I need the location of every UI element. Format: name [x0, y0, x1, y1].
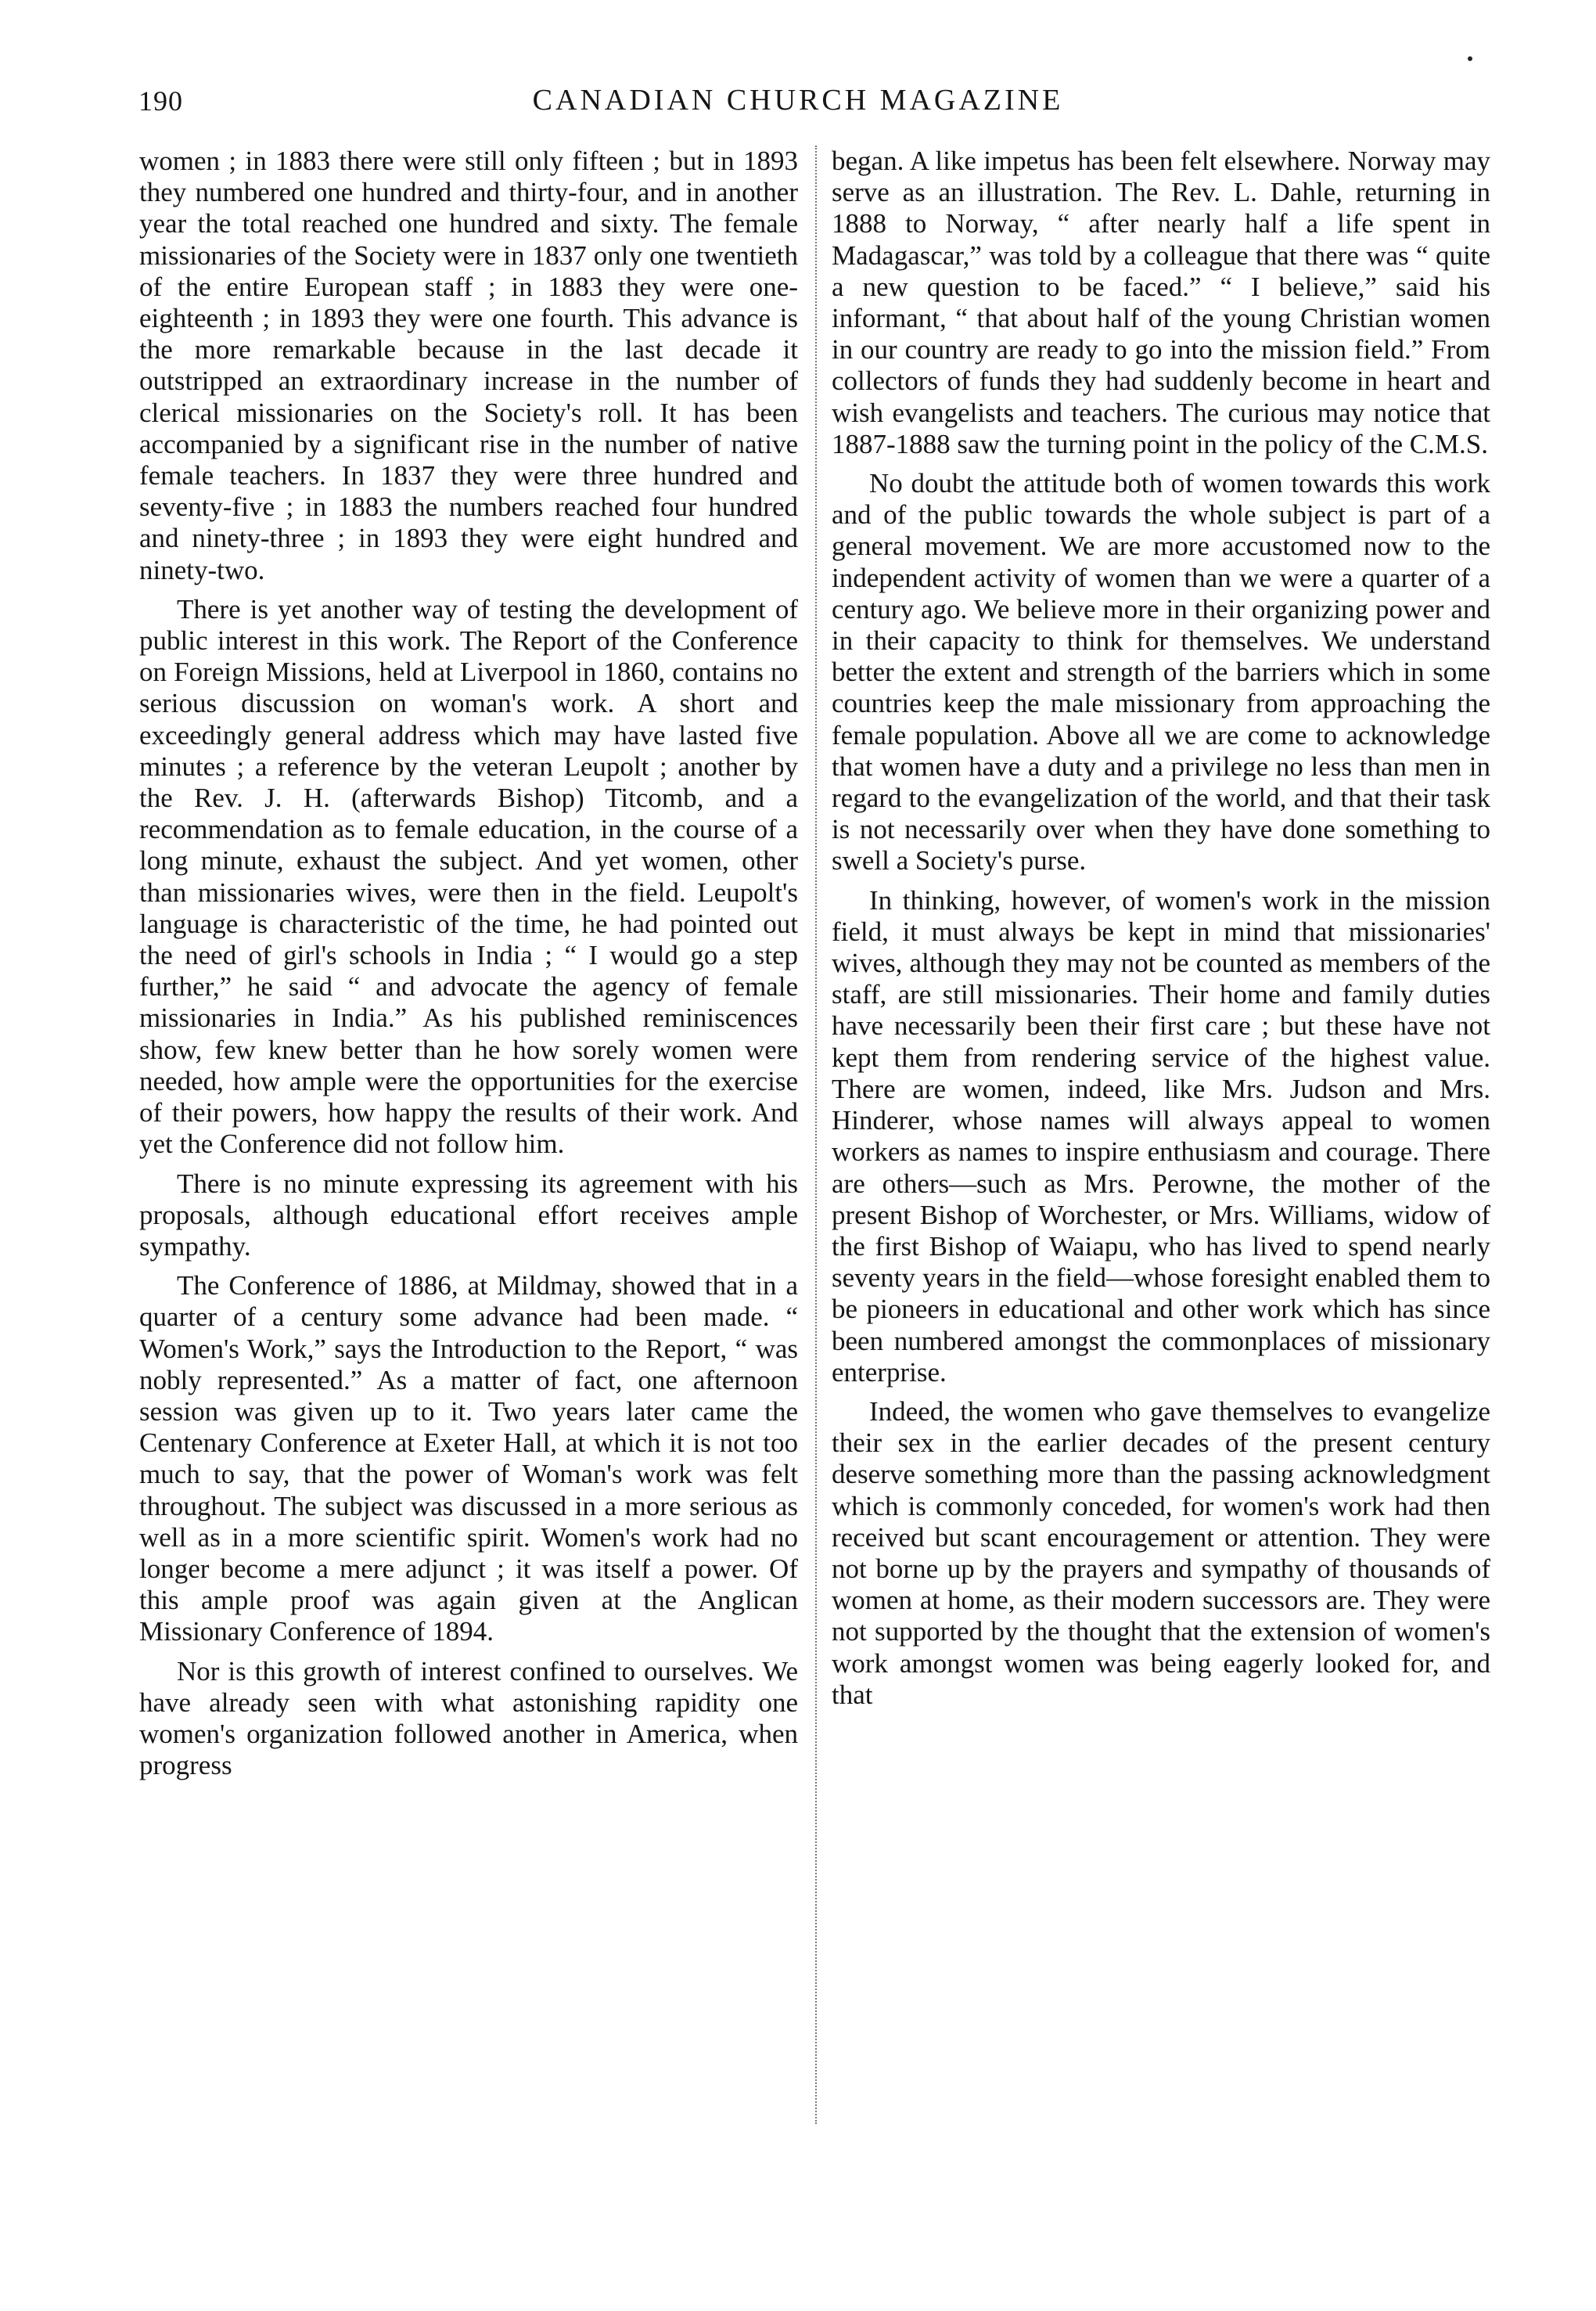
- column-divider: [815, 146, 817, 2124]
- paragraph: Indeed, the women who gave themselves to evangelize their sex in the earlier decades of the present century deserve something more than the passing acknowledgment which is commonly conceded, for women's work had then received but scant encouragement or attention. They were not borne up by the prayers and sympathy of thousands of women at home, as their modern successors are. They were not supported by the thought that the extension of women's work amongst women was being eagerly looked for, and that: [832, 1395, 1490, 1710]
- left-column: [139, 146, 798, 1789]
- paragraph: In thinking, however, of women's work in the mission field, it must always be kept in mind that missionaries' wives, although they may not be counted as members of the staff, are still missionaries. Their home and family duties have necessarily been their first care ; but these have not kept them from rendering service of the highest value. There are women, indeed, like Mrs. Judson and Mrs. Hinderer, whose names will always appeal to women workers as names to inspire enthusiasm and courage. There are others—such as Mrs. Perowne, the mother of the present Bishop of Worchester, or Mrs. Williams, widow of the first Bishop of Waiapu, who has lived to spend nearly seventy years in the field—whose foresight enabled them to be pioneers in educational and other work which has since been numbered amongst the commonplaces of missionary enterprise.: [832, 884, 1490, 1388]
- paragraph: There is no minute expressing its agreement with his proposals, although educational effort receives ample sympathy.: [139, 1168, 798, 1262]
- paragraph: Nor is this growth of interest confined to ourselves. We have already seen with what astonishing rapidity one women's organization followed another in America, when progress: [139, 1655, 798, 1781]
- right-column: [832, 146, 1490, 1719]
- paragraph: No doubt the attitude both of women towards this work and of the public towards the whole subject is part of a general movement. We are more accustomed now to the independent activity of women than we were a quarter of a century ago. We believe more in their organizing power and in their capacity to think for themselves. We understand better the extent and strength of the barriers which in some countries keep the male missionary from approaching the female population. Above all we are come to acknowledge that women have a duty and a privilege no less than men in regard to the evangelization of the world, and that their task is not necessarily over when they have done something to swell a Society's purse.: [832, 468, 1490, 877]
- ink-speck: [1468, 56, 1472, 61]
- running-head: CANADIAN CHURCH MAGAZINE: [532, 84, 1064, 117]
- paragraph: The Conference of 1886, at Mildmay, showed that in a quarter of a century some advance had been made. “ Women's Work,” says the Introduction to the Report, “ was nobly represented.” As a matter of fact, one afternoon session was given up to it. Two years later came the Centenary Conference at Exeter Hall, at which it is not too much to say, that the power of Woman's work was felt throughout. The subject was discussed in a more serious as well as in a more scientific spirit. Women's work had no longer become a mere adjunct ; it was itself a power. Of this ample proof was again given at the Anglican Missionary Conference of 1894.: [139, 1270, 798, 1647]
- paragraph: began. A like impetus has been felt elsewhere. Norway may serve as an illustration. The Rev. L. Dahle, returning in 1888 to Norway, “ after nearly half a life spent in Madagascar,” was told by a colleague that there was “ quite a new question to be faced.” “ I believe,” said his informant, “ that about half of the young Christian women in our country are ready to go into the mission field.” From collectors of funds they had suddenly become in heart and wish evangelists and teachers. The curious may notice that 1887-1888 saw the turning point in the policy of the C.M.S.: [832, 146, 1490, 459]
- page-number: 190: [138, 85, 183, 117]
- paragraph: women ; in 1883 there were still only fifteen ; but in 1893 they numbered one hundred and thirty-four, and in another year the total reached one hundred and sixty. The female missionaries of the Society were in 1837 only one twentieth of the entire European staff ; in 1883 they were one-eighteenth ; in 1893 they were one fourth. This advance is the more remarkable because in the last decade it outstripped an extraordinary increase in the number of clerical missionaries on the Society's roll. It has been accompanied by a significant rise in the number of native female teachers. In 1837 they were three hundred and seventy-five ; in 1883 the numbers reached four hundred and ninety-three ; in 1893 they were eight hundred and ninety-two.: [139, 146, 798, 585]
- paragraph: There is yet another way of testing the development of public interest in this work. The Report of the Conference on Foreign Missions, held at Liverpool in 1860, contains no serious discussion on woman's work. A short and exceedingly general address which may have lasted five minutes ; a reference by the veteran Leupolt ; another by the Rev. J. H. (afterwards Bishop) Titcomb, and a recommendation as to female education, in the course of a long minute, exhaust the subject. And yet women, other than missionaries wives, were then in the field. Leupolt's language is characteristic of the time, he had pointed out the need of girl's schools in India ; “ I would go a step further,” he said “ and advocate the agency of female missionaries in India.” As his published reminiscences show, few knew better than he how sorely women were needed, how ample were the opportunities for the exercise of their powers, how happy the results of their work. And yet the Conference did not follow him.: [139, 593, 798, 1160]
